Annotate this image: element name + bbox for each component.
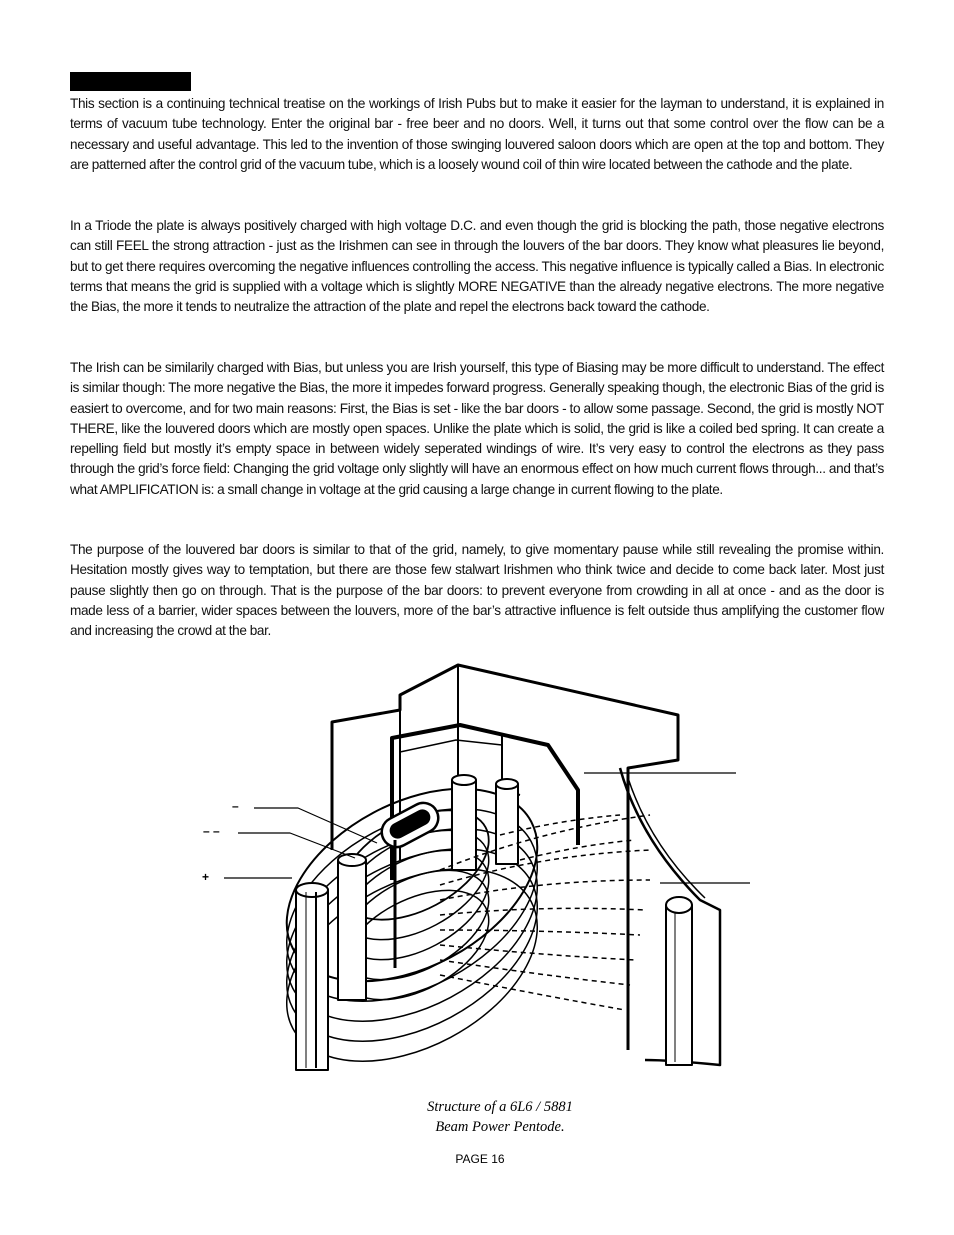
support-rod	[452, 780, 476, 870]
body-paragraph: This section is a continuing technical treatise on the workings of Irish Pubs but to make it easier for the layman to understand, it is explained in terms of vacuum tube technology. Enter the original bar - free beer and no doors. Well, it turns out that some control over the flow can be a necessary and useful advantage. This led to the invention of those swinging louvered saloon doors which are open at the top and bottom. They are patterned after the control grid of the vacuum tube, which is a loosely wound coil of thin wire located between the cathode and the plate.	[70, 96, 884, 172]
figure-caption: Beam Power Pentode.	[435, 1119, 565, 1135]
figure-caption: Structure of a 6L6 / 5881	[427, 1099, 573, 1115]
support-rod	[338, 860, 366, 1000]
support-rod	[496, 784, 518, 864]
support-rod	[666, 905, 692, 1065]
negative-sign-label: –	[232, 799, 239, 813]
support-rod	[296, 890, 328, 1070]
body-paragraph: The Irish can be similarily charged with Bias, but unless you are Irish yourself, this type of Biasing may be more difficult to understand. The effect is similar though: The more negative the Bias, the more it impedes forward progress. Generally speaking though, the electronic Bias of the grid is easiert to overcome, and for two main reasons: First, the Bias is set - like the bar doors - to allow some passage. Second, the grid is mostly NOT THERE, like the louvered doors which are mostly open spaces. Unlike the plate which is solid, the grid is like a coiled bed spring. It can create a repelling field but mostly it’s empty space in between widely seperated windings of wire. It’s very easy to control the electrons as they pass through the grid’s force field: Changing the grid voltage only slightly will have an enormous effect on how much current flows through... and that’s what AMPLIFICATION is: a small change in voltage at the grid causing a large change in current flowing to the plate.	[70, 360, 884, 497]
body-paragraph: In a Triode the plate is always positively charged with high voltage D.C. and even though the grid is blocking the path, those negative electrons can still FEEL the strong attraction - just as the Irishmen can see in through the louvers of the bar doors. They know what pleasures lie beyond, but to get there requires overcoming the negative influences controlling the access. This negative influence is typically called a Bias. In electronic terms that means the grid is supplied with a voltage which is slightly MORE NEGATIVE than the already negative electrons. The more negative the Bias, the more it tends to neutralize the attraction of the plate and repel the electrons back toward the cathode.	[70, 218, 884, 315]
pointer-line	[254, 808, 377, 843]
positive-sign-label: +	[202, 870, 210, 884]
section-heading-bar	[70, 72, 191, 91]
body-paragraph: The purpose of the louvered bar doors is similar to that of the grid, namely, to give momentary pause while still revealing the promise within. Hesitation mostly gives way to temptation, but there are those few stalwart Irishmen who think twice and decide to come back later. Most just pause slightly then go on through. That is the purpose of the bar doors: to prevent everyone from crowding in all at once - and as the door is made less of a barrier, wider spaces between the louvers, more of the bar’s attractive influence is felt outside thus amplifying the customer flow and increasing the crowd at the bar.	[70, 542, 884, 639]
pentode-structure-diagram	[190, 650, 770, 1090]
negative-sign-label: – –	[203, 824, 220, 838]
page-number: PAGE 16	[455, 1152, 505, 1166]
